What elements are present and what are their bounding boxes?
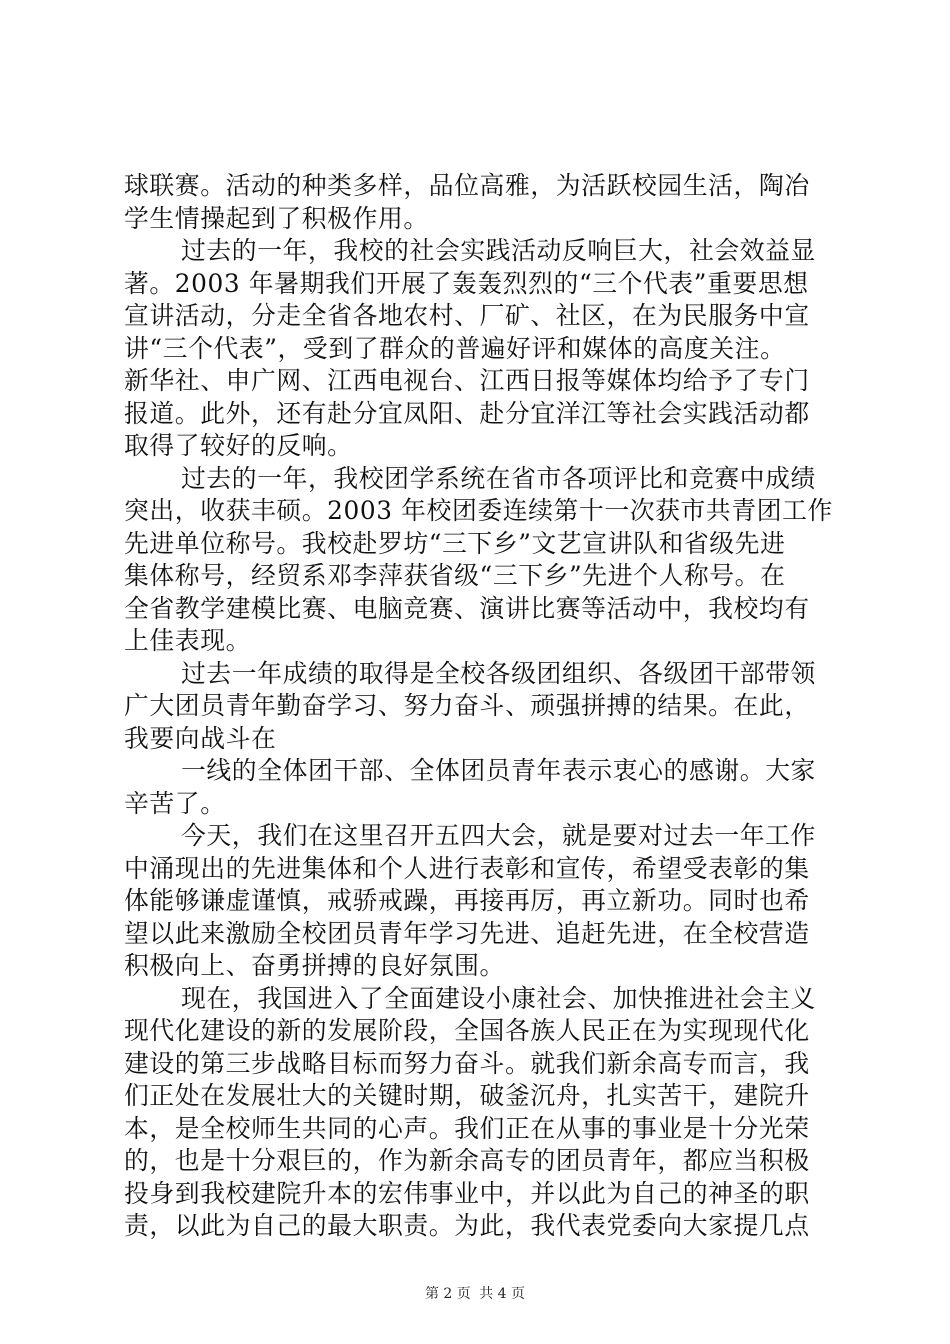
text-line: 上佳表现。	[124, 626, 251, 655]
text-line: 报道。此外，还有赴分宜凤阳、赴分宜洋江等社会实践活动都	[124, 398, 810, 428]
text-line: 现在，我国进入了全面建设小康社会、加快推进社会主义	[181, 983, 816, 1013]
text-line: 责，以此为自己的最大职责。为此，我代表党委向大家提几点	[124, 1211, 810, 1240]
text-line: 取得了较好的反响。	[124, 431, 353, 460]
text-line: 讲“三个代表”，受到了群众的普遍好评和媒体的高度关注。	[124, 333, 786, 363]
text-line: 积极向上、奋勇拼搏的良好氛围。	[124, 951, 505, 980]
text-line: 学生情操起到了积极作用。	[124, 203, 429, 233]
text-line: 的，也是十分艰巨的，作为新余高专的团员青年，都应当积极	[124, 1146, 810, 1175]
text-line: 中涌现出的先进集体和个人进行表彰和宣传，希望受表彰的集	[124, 853, 810, 883]
text-line: 我要向战斗在	[124, 723, 277, 753]
total-pages: 共 4 页	[479, 1286, 526, 1302]
text-line: 辛苦了。	[124, 788, 226, 818]
text-line: 过去的一年，我校的社会实践活动反响巨大，社会效益显	[181, 236, 816, 265]
text-line: 本，是全校师生共同的心声。我们正在从事的事业是十分光荣	[124, 1113, 810, 1143]
text-line: 们正处在发展壮大的关键时期，破釜沉舟，扎实苦干，建院升	[124, 1081, 810, 1110]
text-line: 宣讲活动，分走全省各地农村、厂矿、社区，在为民服务中宣	[124, 301, 810, 330]
text-line: 现代化建设的新的发展阶段，全国各族人民正在为实现现代化	[124, 1016, 810, 1045]
text-line: 过去的一年，我校团学系统在省市各项评比和竞赛中成绩	[181, 463, 816, 493]
body-text	[124, 170, 833, 1243]
text-line: 全省教学建模比赛、电脑竞赛、演讲比赛等活动中，我校均有	[124, 593, 810, 623]
text-line: 望以此来激励全校团员青年学习先进、追赶先进，在全校营造	[124, 918, 810, 948]
text-line: 著。2003 年暑期我们开展了轰轰烈烈的“三个代表”重要思想	[124, 268, 809, 298]
text-line: 过去一年成绩的取得是全校各级团组织、各级团干部带领	[181, 658, 816, 688]
text-line: 今天，我们在这里召开五四大会，就是要对过去一年工作	[181, 821, 816, 850]
text-line: 突出，收获丰硕。2003 年校团委连续第十一次获市共青团工作	[124, 496, 833, 525]
text-line: 球联赛。活动的种类多样，品位高雅，为活跃校园生活，陶冶	[124, 171, 810, 200]
page-number: 第 2 页	[424, 1286, 471, 1302]
text-line: 新华社、申广网、江西电视台、江西日报等媒体均给予了专门	[124, 366, 810, 395]
page-footer	[0, 1283, 950, 1303]
text-line: 先进单位称号。我校赴罗坊“三下乡”文艺宣讲队和省级先进	[124, 528, 786, 558]
text-line: 广大团员青年勤奋学习、努力奋斗、顽强拼搏的结果。在此，	[124, 691, 810, 720]
text-line: 集体称号，经贸系邓李萍获省级“三下乡”先进个人称号。在	[124, 561, 786, 590]
text-line: 建设的第三步战略目标而努力奋斗。就我们新余高专而言，我	[124, 1048, 810, 1078]
text-line: 一线的全体团干部、全体团员青年表示衷心的感谢。大家	[181, 756, 816, 785]
text-line: 投身到我校建院升本的宏伟事业中，并以此为自己的神圣的职	[124, 1178, 810, 1208]
text-line: 体能够谦虚谨慎，戒骄戒躁，再接再厉，再立新功。同时也希	[124, 886, 810, 915]
